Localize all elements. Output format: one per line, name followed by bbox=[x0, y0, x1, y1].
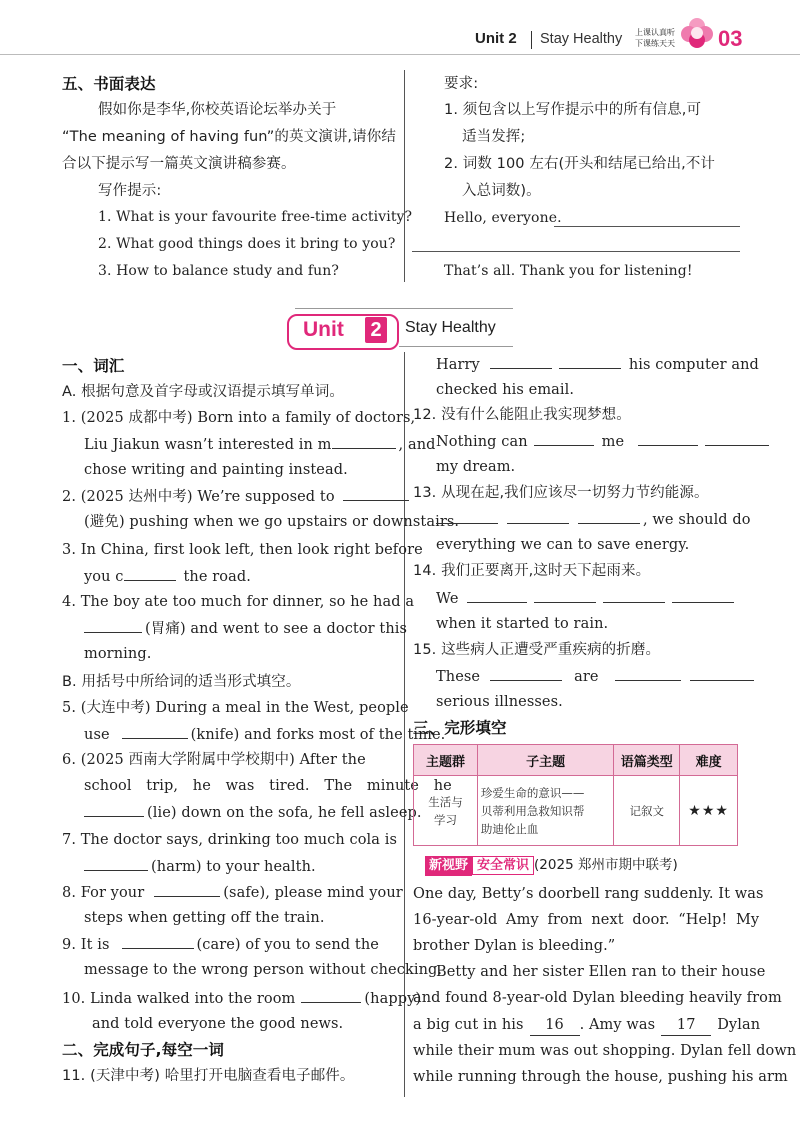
vocab-b-heading: B. 用括号中所给词的适当形式填空。 bbox=[62, 674, 301, 690]
banner-bottom-rule bbox=[399, 346, 513, 347]
table-row bbox=[414, 776, 738, 846]
writing-tips-label: 写作提示: bbox=[98, 183, 162, 199]
writing-tip-2: 2. What good things does it bring to you? bbox=[98, 236, 396, 252]
q12-b: me bbox=[601, 434, 625, 450]
q7-line2 bbox=[84, 856, 316, 877]
q5-line2 bbox=[84, 724, 445, 745]
q5-line1: 5. (大连中考) During a meal in the West, people bbox=[62, 700, 409, 716]
requirement-1-line2: 适当发挥; bbox=[462, 129, 526, 145]
q6-blank[interactable] bbox=[84, 802, 144, 817]
q13-line2 bbox=[436, 509, 751, 530]
q11-line1: 11. (天津中考) 哈里打开电脑查看电子邮件。 bbox=[62, 1068, 355, 1084]
q1-line2 bbox=[84, 434, 436, 455]
cloze-p2-line4: while their mum was out shopping. Dylan fell down bbox=[413, 1043, 797, 1059]
q7-line2b: (harm) to your health. bbox=[151, 859, 316, 875]
table-cell-genre: 记叙文 bbox=[614, 776, 680, 846]
logo-bottom-text: 下课练天天 bbox=[635, 39, 675, 48]
q12-blank-3[interactable] bbox=[705, 431, 769, 446]
cloze-p2-line5: while running through the house, pushing his arm bbox=[413, 1069, 788, 1085]
q12-line3: my dream. bbox=[436, 459, 516, 475]
q12-blank-1[interactable] bbox=[534, 431, 594, 446]
q8-line2: steps when getting off the train. bbox=[84, 910, 325, 926]
q15-line3: serious illnesses. bbox=[436, 694, 563, 710]
q11-blank-2[interactable] bbox=[559, 354, 621, 369]
column-divider-top bbox=[404, 70, 405, 282]
q1-line3: chose writing and painting instead. bbox=[84, 462, 348, 478]
q13-blank-2[interactable] bbox=[507, 509, 569, 524]
q13-b: , we should do bbox=[643, 512, 751, 528]
banner-top-rule bbox=[295, 308, 513, 309]
writing-heading: 五、书面表达 bbox=[62, 75, 156, 93]
essay-closing: That’s all. Thank you for listening! bbox=[444, 263, 693, 279]
q14-line2 bbox=[436, 588, 737, 609]
difficulty-stars-icon: ★★★ bbox=[688, 802, 729, 819]
writing-tip-3: 3. How to balance study and fun? bbox=[98, 263, 339, 279]
q10-line1a: 10. Linda walked into the room bbox=[62, 991, 296, 1007]
q9-blank[interactable] bbox=[122, 934, 194, 949]
table-header-difficulty: 难度 bbox=[680, 745, 738, 776]
table-header-theme: 主题群 bbox=[414, 745, 478, 776]
q13-chinese: 13. 从现在起,我们应该尽一切努力节约能源。 bbox=[413, 485, 709, 501]
q3-blank[interactable] bbox=[124, 566, 176, 581]
cloze-p1-line3: brother Dylan is bleeding.” bbox=[413, 938, 616, 954]
q2-line1a: 2. (2025 达州中考) We’re supposed to bbox=[62, 489, 335, 505]
q4-line1: 4. The boy ate too much for dinner, so he had a bbox=[62, 594, 415, 610]
new-vision-tag: 新视野 bbox=[425, 856, 472, 876]
cloze-blank-16[interactable]: 16 bbox=[530, 1015, 580, 1036]
requirements-label: 要求: bbox=[444, 76, 479, 92]
banner-unit-label: Unit bbox=[303, 318, 344, 341]
q14-line3: when it started to rain. bbox=[436, 616, 609, 632]
header-logo bbox=[635, 22, 715, 52]
q15-blank-2[interactable] bbox=[615, 666, 681, 681]
q1-line1: 1. (2025 成都中考) Born into a family of doctors, bbox=[62, 410, 416, 426]
q13-blank-3[interactable] bbox=[578, 509, 640, 524]
logo-top-text: 上课认真听 bbox=[635, 28, 675, 37]
q9-line2: message to the wrong person without checking. bbox=[84, 962, 443, 978]
q5-line2b: (knife) and forks most of the time. bbox=[190, 727, 446, 743]
q2-line1 bbox=[62, 486, 412, 507]
q15-chinese: 15. 这些病人正遭受严重疾病的折磨。 bbox=[413, 642, 661, 658]
cloze-p2-line3c: Dylan bbox=[717, 1017, 761, 1033]
q3-line1: 3. In China, first look left, then look right before bbox=[62, 542, 423, 558]
table-header-genre: 语篇类型 bbox=[614, 745, 680, 776]
q13-blank-1[interactable] bbox=[436, 509, 498, 524]
writing-line-1 bbox=[554, 226, 740, 227]
page-number: 03 bbox=[718, 26, 743, 51]
banner-unit-title: Stay Healthy bbox=[405, 319, 496, 336]
table-cell-difficulty bbox=[680, 776, 738, 846]
q9-line1b: (care) of you to send the bbox=[196, 937, 379, 953]
writing-intro-3: 合以下提示写一篇英文演讲稿参赛。 bbox=[62, 156, 296, 172]
q10-line1 bbox=[62, 988, 421, 1009]
q6-line2: school trip, he was tired. The minute he bbox=[84, 778, 452, 794]
q9-line1a: 9. It is bbox=[62, 937, 110, 953]
header-rule bbox=[0, 54, 800, 55]
cloze-source-row bbox=[425, 853, 678, 876]
q4-line2 bbox=[84, 618, 407, 639]
table-cell-subtheme: 珍爱生命的意识—— 贝蒂利用急救知识帮 助迪伦止血 bbox=[477, 776, 613, 846]
q11-line2b: his computer and bbox=[628, 357, 759, 373]
q3-line2 bbox=[84, 566, 251, 587]
q1-blank[interactable] bbox=[332, 434, 396, 449]
cloze-p2-line1: Betty and her sister Ellen ran to their house bbox=[436, 964, 766, 980]
q12-line2 bbox=[436, 431, 772, 452]
table-cell-theme: 生活与 学习 bbox=[414, 776, 478, 846]
q12-chinese: 12. 没有什么能阻止我实现梦想。 bbox=[413, 407, 631, 423]
cloze-source: (2025 郑州市期中联考) bbox=[534, 857, 678, 873]
writing-line-2 bbox=[412, 251, 740, 252]
q14-blank-4[interactable] bbox=[672, 588, 734, 603]
q8-line1 bbox=[62, 882, 403, 903]
q5-blank[interactable] bbox=[122, 724, 188, 739]
q4-line3: morning. bbox=[84, 646, 152, 662]
q11-line2 bbox=[436, 354, 759, 375]
q15-a: These bbox=[436, 669, 481, 685]
q14-chinese: 14. 我们正要离开,这时天下起雨来。 bbox=[413, 563, 651, 579]
q5-line2a: use bbox=[84, 727, 110, 743]
q6-line3b: (lie) down on the sofa, he fell asleep. bbox=[147, 805, 422, 821]
q3-line2a: you c bbox=[84, 569, 124, 585]
vocab-heading: 一、词汇 bbox=[62, 357, 125, 375]
cloze-blank-17[interactable]: 17 bbox=[661, 1015, 711, 1036]
header-title: Stay Healthy bbox=[540, 31, 623, 47]
q10-line2: and told everyone the good news. bbox=[92, 1016, 344, 1032]
q2-blank[interactable] bbox=[343, 486, 409, 501]
q11-line2a: Harry bbox=[436, 357, 480, 373]
q3-line2b: the road. bbox=[183, 569, 251, 585]
q4-blank[interactable] bbox=[84, 618, 142, 633]
cloze-p2-line2: and found 8-year-old Dylan bleeding heavily from bbox=[413, 990, 782, 1006]
q4-line2b: (胃痛) and went to see a doctor this bbox=[145, 621, 408, 637]
unit-banner bbox=[287, 308, 513, 348]
q14-blank-2[interactable] bbox=[534, 588, 596, 603]
header-unit: Unit 2 bbox=[475, 30, 517, 47]
q8-line1b: (safe), please mind your bbox=[223, 885, 403, 901]
q10-blank[interactable] bbox=[301, 988, 361, 1003]
q14-blank-1[interactable] bbox=[467, 588, 527, 603]
header-divider bbox=[531, 31, 532, 49]
cloze-p2-line3b: . Amy was bbox=[579, 1017, 656, 1033]
q8-line1a: 8. For your bbox=[62, 885, 145, 901]
cloze-p1-line1: One day, Betty’s doorbell rang suddenly. It was bbox=[413, 886, 764, 902]
requirement-2-line1: 2. 词数 100 左右(开头和结尾已给出,不计 bbox=[444, 156, 716, 172]
vocab-a-heading: A. 根据句意及首字母或汉语提示填写单词。 bbox=[62, 384, 344, 400]
cloze-p2-line3 bbox=[413, 1015, 760, 1036]
writing-intro-1: 假如你是李华,你校英语论坛举办关于 bbox=[98, 102, 337, 118]
q13-line3: everything we can to save energy. bbox=[436, 537, 690, 553]
writing-tip-1: 1. What is your favourite free-time activity? bbox=[98, 209, 413, 225]
q2-line2: (避免) pushing when we go upstairs or downstairs. bbox=[84, 514, 460, 530]
q1-line2a: Liu Jiakun wasn’t interested in m bbox=[84, 437, 332, 453]
q15-blank-1[interactable] bbox=[490, 666, 562, 681]
table-header-subtheme: 子主题 bbox=[477, 745, 613, 776]
q7-line1: 7. The doctor says, drinking too much cola is bbox=[62, 832, 398, 848]
flower-logo-icon bbox=[679, 16, 715, 52]
q14-blank-3[interactable] bbox=[603, 588, 665, 603]
q15-b: are bbox=[574, 669, 599, 685]
requirement-1-line1: 1. 须包含以上写作提示中的所有信息,可 bbox=[444, 102, 702, 118]
writing-intro-2: “The meaning of having fun”的英文演讲,请你结 bbox=[62, 129, 396, 145]
safety-tag: 安全常识 bbox=[472, 856, 534, 875]
q11-line3: checked his email. bbox=[436, 382, 575, 398]
q6-line1: 6. (2025 西南大学附属中学校期中) After the bbox=[62, 752, 366, 768]
page-header bbox=[0, 0, 800, 60]
cloze-p1-line2: 16-year-old Amy from next door. “Help! My bbox=[413, 912, 760, 928]
q11-blank-1[interactable] bbox=[490, 354, 552, 369]
cloze-topic-table bbox=[413, 744, 738, 846]
q10-line1b: (happy) bbox=[364, 991, 422, 1007]
requirement-2-line2: 入总词数)。 bbox=[462, 183, 541, 199]
q1-line2b: , and bbox=[398, 437, 436, 453]
q8-blank[interactable] bbox=[154, 882, 220, 897]
sentences-heading: 二、完成句子,每空一词 bbox=[62, 1041, 224, 1059]
q9-line1 bbox=[62, 934, 379, 955]
q14-a: We bbox=[436, 591, 459, 607]
cloze-heading: 三、完形填空 bbox=[413, 719, 507, 737]
cloze-p2-line3a: a big cut in his bbox=[413, 1017, 524, 1033]
q15-blank-3[interactable] bbox=[690, 666, 754, 681]
banner-unit-number: 2 bbox=[365, 317, 387, 343]
q6-line3 bbox=[84, 802, 422, 823]
table-header-row bbox=[414, 745, 738, 776]
q12-blank-2[interactable] bbox=[638, 431, 698, 446]
q15-line2 bbox=[436, 666, 757, 687]
q12-a: Nothing can bbox=[436, 434, 528, 450]
essay-opening: Hello, everyone. bbox=[444, 210, 562, 226]
q7-blank[interactable] bbox=[84, 856, 148, 871]
